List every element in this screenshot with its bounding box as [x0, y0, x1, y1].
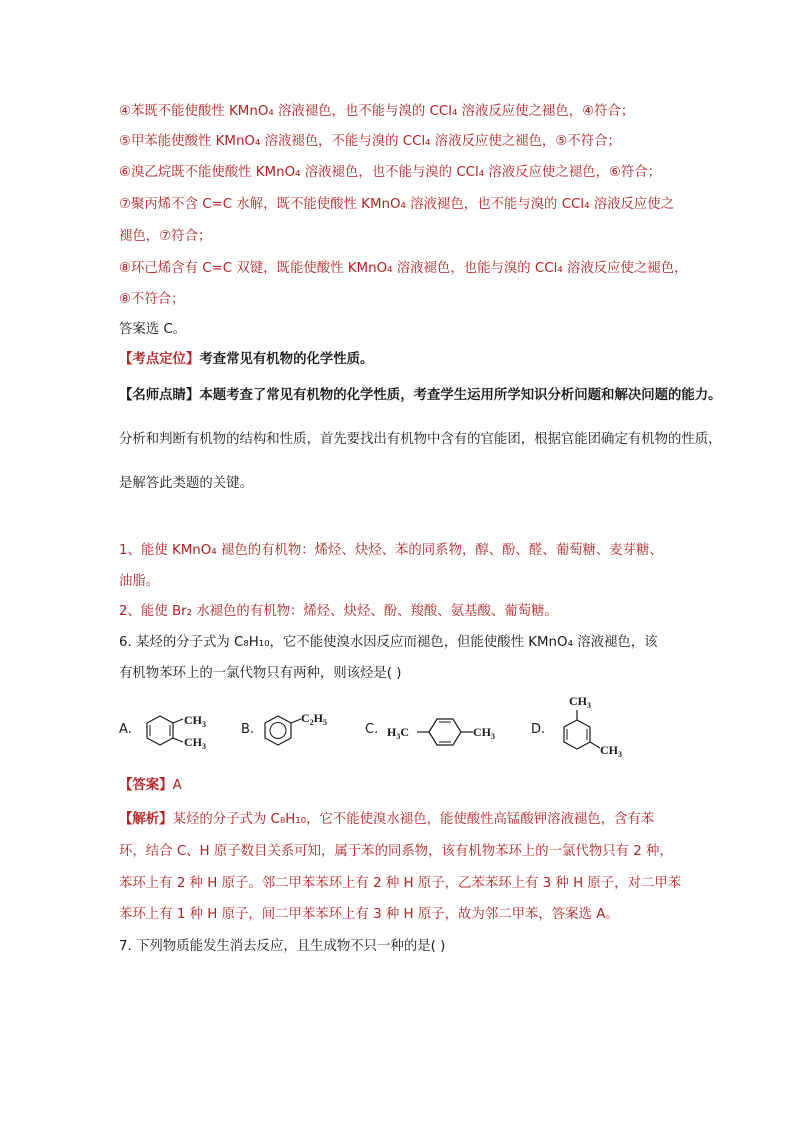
- svg-text:CH3: [600, 743, 622, 759]
- note-1b: 油脂。: [119, 574, 160, 589]
- solution-line-8a: ⑧环己烯含有 C=C 双键，既能使酸性 KMnO₄ 溶液褪色，也能与溴的 CCl₄ 溶液反应使之褪色，: [119, 261, 688, 276]
- option-c-h-sub: 3: [396, 732, 401, 741]
- solution-answer: 答案选 C。: [119, 322, 187, 337]
- svg-text:C2H5: [301, 711, 327, 727]
- mingshi-tag: 【名师点睛】: [119, 388, 200, 403]
- option-b-h-sub: 5: [323, 718, 328, 727]
- kaodian-text: 考查常见有机物的化学性质。: [199, 352, 374, 367]
- note-1a: 1、能使 KMnO₄ 褪色的有机物：烯烃、炔烃、苯的同系物，醇、酚、醛、葡萄糖、麦芽糖、: [119, 543, 663, 558]
- option-b-c-sub: 2: [309, 718, 314, 727]
- mingshi-text-2: 分析和判断有机物的结构和性质，首先要找出有机物中含有的官能团，根据官能团确定有机物的性质，: [119, 432, 722, 447]
- option-d-sub-top: 3: [587, 701, 591, 710]
- q6-answer-line: [119, 776, 182, 796]
- option-a-structure: [139, 706, 239, 756]
- q6-options: [119, 694, 679, 770]
- svg-text:H3C: [387, 725, 409, 741]
- option-c-label: C.: [365, 722, 379, 737]
- option-c-h: H: [387, 725, 397, 739]
- solution-line-7b: 褪色，⑦符合；: [119, 229, 212, 244]
- jiexi-tag: 【解析】: [119, 812, 173, 827]
- option-c-c: C: [400, 725, 410, 739]
- answer-tag: 【答案】: [119, 778, 173, 793]
- solution-line-6: ⑥溴乙烷既不能使酸性 KMnO₄ 溶液褪色，也不能与溴的 CCl₄ 溶液反应使之褪色，⑥符合；: [119, 165, 662, 180]
- kaodian-line: [119, 350, 373, 370]
- option-c-ch-sub: 3: [491, 732, 495, 741]
- option-d-ch3-top: CH: [569, 694, 587, 708]
- option-a-ch3-top: CH: [184, 713, 202, 727]
- svg-text:CH3: [184, 713, 206, 729]
- note-2: 2、能使 Br₂ 水褪色的有机物：烯烃、炔烃、酚、羧酸、氨基酸、葡萄糖。: [119, 604, 558, 619]
- option-c-structure: [385, 706, 525, 756]
- mingshi-text-3: 是解答此类题的关键。: [119, 476, 253, 491]
- mingshi-line-1: [119, 386, 722, 406]
- option-a-sub-top: 3: [202, 720, 206, 729]
- option-b-c: C: [301, 711, 310, 725]
- answer-value: A: [172, 778, 182, 793]
- option-a-ch3-bottom: CH: [184, 735, 202, 749]
- option-a-label: A.: [119, 722, 132, 737]
- svg-text:CH3: [473, 725, 495, 741]
- jiexi-text-2: 环，结合 C、H 原子数目关系可知，属于苯的同系物，该有机物苯环上的一氯代物只有 2 种，: [119, 844, 673, 859]
- option-d-label: D.: [531, 722, 546, 737]
- option-d-sub-right: 3: [618, 750, 622, 759]
- option-d-structure: [547, 692, 647, 764]
- option-a-sub-bottom: 3: [202, 742, 206, 751]
- solution-line-4: ④苯既不能使酸性 KMnO₄ 溶液褪色，也不能与溴的 CCl₄ 溶液反应使之褪色，④符合；: [119, 104, 635, 119]
- solution-line-8b: ⑧不符合；: [119, 292, 185, 307]
- jiexi-line-1: [119, 810, 654, 830]
- option-c-ch: CH: [473, 725, 491, 739]
- svg-text:CH3: [184, 735, 206, 751]
- option-b-structure: [261, 706, 361, 756]
- solution-line-7a: ⑦聚丙烯不含 C=C 水解，既不能使酸性 KMnO₄ 溶液褪色，也不能与溴的 CCl₄ 溶液反应使之: [119, 197, 675, 212]
- kaodian-tag: 【考点定位】: [119, 352, 200, 367]
- option-b-h: H: [313, 711, 324, 725]
- option-d-ch3-right: CH: [600, 743, 618, 757]
- jiexi-text-4: 苯环上有 1 种 H 原子，间二甲苯苯环上有 3 种 H 原子，故为邻二甲苯，答案选 A。: [119, 907, 619, 922]
- q7-stem: 7. 下列物质能发生消去反应，且生成物不只一种的是( ): [119, 939, 446, 954]
- mingshi-text-1: 本题考查了常见有机物的化学性质，考查学生运用所学知识分析问题和解决问题的能力。: [199, 388, 722, 403]
- svg-text:CH3: [569, 694, 591, 710]
- option-b-label: B.: [241, 722, 255, 737]
- q6-stem-2: 有机物苯环上的一氯代物只有两种，则该烃是( ): [119, 666, 402, 681]
- q6-stem-1: 6. 某烃的分子式为 C₈H₁₀，它不能使溴水因反应而褪色，但能使酸性 KMnO₄ 溶液褪色，该: [119, 635, 658, 650]
- jiexi-text-1: 某烃的分子式为 C₈H₁₀，它不能使溴水褪色，能使酸性高锰酸钾溶液褪色，含有苯: [172, 812, 655, 827]
- solution-line-5: ⑤甲苯能使酸性 KMnO₄ 溶液褪色，不能与溴的 CCl₄ 溶液反应使之褪色，⑤不符合；: [119, 134, 621, 149]
- jiexi-text-3: 苯环上有 2 种 H 原子。邻二甲苯苯环上有 2 种 H 原子，乙苯苯环上有 3 种 H 原子，对二甲苯: [119, 876, 682, 891]
